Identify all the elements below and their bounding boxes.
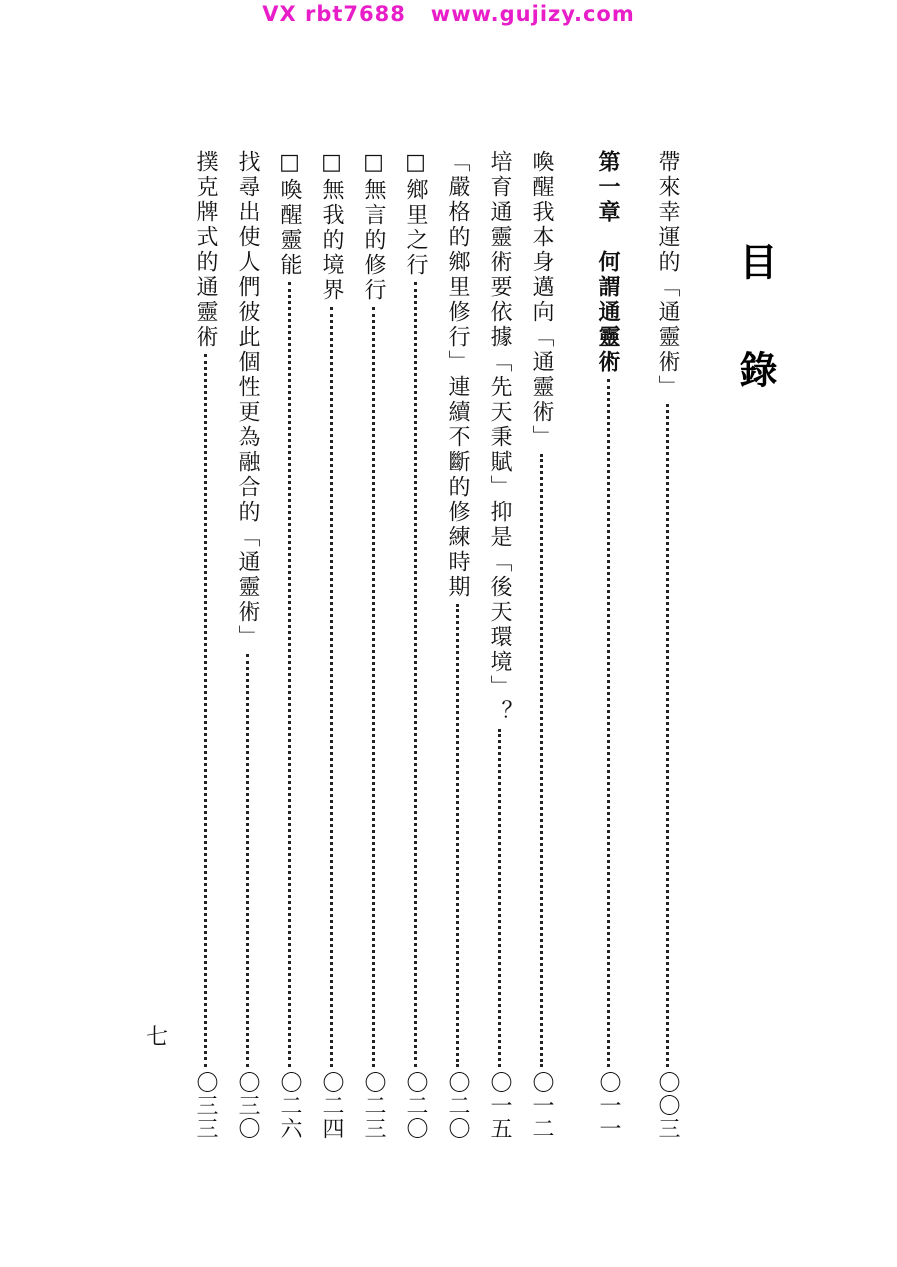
toc-entry[interactable] [358,150,388,1140]
toc-entry-label: 帶來幸運的「通靈術」 [655,150,680,400]
leader-dots [540,454,543,1067]
toc-entry-label: □無言的修行 [361,150,386,303]
toc-entry-label: □喚醒靈能 [277,150,302,278]
toc-entry-label: □無我的境界 [319,150,344,303]
toc-entry[interactable] [652,150,682,1140]
toc-entry-page: 〇一一 [596,1071,621,1140]
toc-entry[interactable] [400,150,430,1140]
toc-entry-page: 〇一五 [487,1071,512,1140]
toc-entry-page: 〇二〇 [445,1071,470,1140]
leader-dots [330,307,333,1067]
leader-dots [204,354,207,1067]
toc-entry[interactable] [190,150,220,1140]
toc-entry[interactable] [274,150,304,1140]
toc-entry-page: 〇三〇 [235,1071,260,1140]
toc-entry-page: 〇二〇 [403,1071,428,1140]
leader-dots [246,654,249,1067]
toc-entry[interactable] [316,150,346,1140]
leader-dots [288,282,291,1067]
toc-entry[interactable] [526,150,556,1140]
toc-entry-label: 「嚴格的鄉里修行」連續不斷的修練時期 [445,150,470,600]
toc-entry-label: 培育通靈術要依據「先天秉賦」抑是「後天環境」？ [487,150,512,725]
leader-dots [456,604,459,1067]
toc-entry-page: 〇三三 [193,1071,218,1140]
toc-entry-page: 〇二六 [277,1071,302,1140]
leader-dots [414,282,417,1067]
toc-entry-chapter[interactable] [593,150,623,1140]
leader-dots [372,307,375,1067]
toc-entry[interactable] [484,150,514,1140]
page-title: 目錄 [733,242,777,458]
toc-entry-label: 第一章 何謂通靈術 [595,150,621,375]
toc-entry-label: □鄉里之行 [403,150,428,278]
leader-dots [666,404,669,1067]
toc-entry-label: 撲克牌式的通靈術 [193,150,218,350]
leader-dots [607,379,610,1067]
toc-entry-page: 〇一二 [529,1071,554,1140]
toc-entry-page: 〇二四 [319,1071,344,1140]
toc-entry-label: 喚醒我本身邁向「通靈術」 [529,150,554,450]
toc-entry-page: 〇二三 [361,1071,386,1140]
watermark-text: VX rbt7688 www.gujizy.com [262,2,635,26]
toc-entry[interactable] [442,150,472,1140]
page-number: 七 [146,1025,169,1050]
toc-entry-label: 找尋出使人們彼此個性更為融合的「通靈術」 [235,150,260,650]
leader-dots [498,729,501,1067]
toc-entry-page: 〇〇三 [655,1071,680,1140]
toc-entry[interactable] [232,150,262,1140]
